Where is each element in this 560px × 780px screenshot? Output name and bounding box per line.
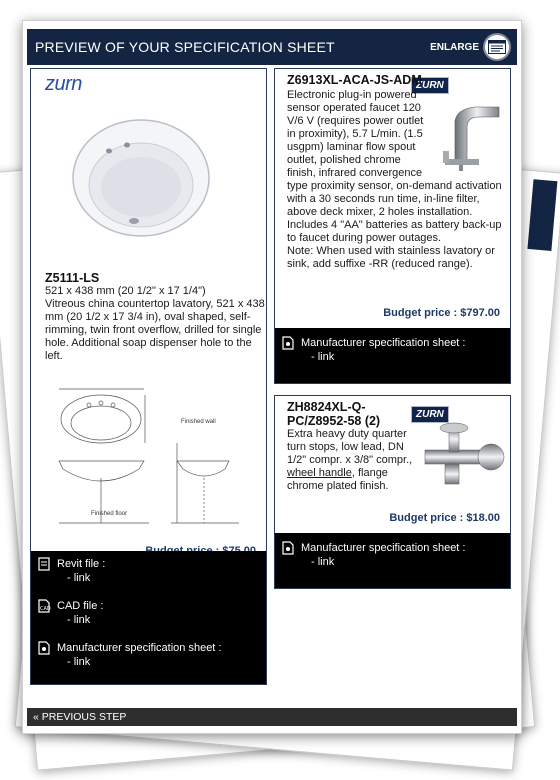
spec-sheet-label: Manufacturer specification sheet : xyxy=(301,337,466,349)
brand-logo-text: ZURN xyxy=(411,77,449,94)
enlarge-icon xyxy=(483,33,511,61)
spec-sheet-label: Manufacturer specification sheet : xyxy=(57,642,222,654)
drawing-label-wall: Finished wall xyxy=(181,419,216,425)
product-model: ZH8824XL-Q-PC/Z8952-58 (2) xyxy=(287,400,381,428)
spec-sheet-link[interactable]: - link xyxy=(311,556,335,568)
product-model: Z6913XL-ACA-JS-ADM xyxy=(287,73,422,87)
product-description-wrap xyxy=(287,89,509,271)
product-info xyxy=(287,400,417,493)
spec-sheet-label: Manufacturer specification sheet : xyxy=(301,542,466,554)
revit-file-link[interactable]: - link xyxy=(67,572,91,584)
spec-sheet-group xyxy=(275,328,510,364)
product-info xyxy=(45,271,265,363)
cad-file-label: CAD file : xyxy=(57,600,104,612)
product-description: Extra heavy duty quarter turn stops, low lead, DN 1/2" compr. x 3/8" compr., wheel handle, flange chrome plated finish. xyxy=(287,428,413,492)
sheet-title: PREVIEW OF YOUR SPECIFICATION SHEET xyxy=(35,39,335,55)
product-info xyxy=(287,73,509,87)
budget-price: Budget price : $18.00 xyxy=(389,512,500,524)
spec-sheet-group xyxy=(275,533,510,569)
pdf-icon xyxy=(37,641,51,655)
product-links xyxy=(275,533,510,588)
stop-valve-image xyxy=(415,420,507,490)
specification-sheet xyxy=(22,20,522,734)
spec-sheet-link[interactable]: - link xyxy=(67,656,91,668)
brand-logo xyxy=(45,73,82,96)
document-icon xyxy=(37,557,51,571)
product-dimensions: 521 x 438 mm (20 1/2" x 17 1/4") xyxy=(45,285,206,297)
product-description: Electronic plug-in powered sensor operated faucet 120 V/6 V (requires power outlet in proximity), 5.7 L/min. (1.5 usgpm) laminar flow spout outlet, polished chrome finish, infrared convergence type proximity sensor, on-demand activation with a 30 seconds run time, in-line filter, above deck mixer, 2 holes installation. Includes 4 "AA" batteries as battery back-up to faucet during power outages. xyxy=(287,89,502,244)
background-sheet-header xyxy=(527,179,557,251)
product-card-stops xyxy=(274,395,511,589)
sheet-header xyxy=(27,29,517,65)
revit-file-label: Revit file : xyxy=(57,558,106,570)
drawing-label-floor: Finished floor xyxy=(91,511,128,517)
cad-file-group xyxy=(31,585,266,627)
enlarge-label: ENLARGE xyxy=(430,41,479,53)
revit-file-group xyxy=(31,551,266,585)
brand-logo-text: zurn xyxy=(45,73,82,95)
cad-icon xyxy=(37,599,51,613)
technical-drawing xyxy=(49,383,249,533)
cad-file-link[interactable]: - link xyxy=(67,614,91,626)
pdf-icon xyxy=(281,336,295,350)
enlarge-button[interactable] xyxy=(430,33,511,61)
product-model: Z5111-LS xyxy=(45,271,100,285)
budget-price: Budget price : $797.00 xyxy=(383,307,500,319)
pdf-icon xyxy=(281,541,295,555)
product-card-lavatory xyxy=(30,68,267,685)
brand-logo-text: ZURN xyxy=(411,406,449,423)
sheet-footer xyxy=(27,708,517,726)
product-card-faucet xyxy=(274,68,511,384)
product-description: Vitreous china countertop lavatory, 521 x 438 mm (20 1/2 x 17 3/4 in), oval shaped, self-rimming, twin front overflow, drilled for single hole. Additional soap dispenser hole to the left. xyxy=(45,298,265,362)
lavatory-image xyxy=(71,113,211,238)
spec-sheet-link[interactable]: - link xyxy=(311,351,335,363)
spec-sheet-group xyxy=(31,627,266,669)
svg-text:CAD: CAD xyxy=(40,606,51,612)
product-note: Note: When used with stainless lavatory or sink, add suffixe -RR (reduced range). xyxy=(287,245,495,270)
product-links xyxy=(31,551,266,684)
product-links xyxy=(275,328,510,383)
previous-step-button[interactable]: « PREVIOUS STEP xyxy=(33,711,127,723)
wheel-handle-link[interactable]: wheel handle xyxy=(287,467,352,479)
